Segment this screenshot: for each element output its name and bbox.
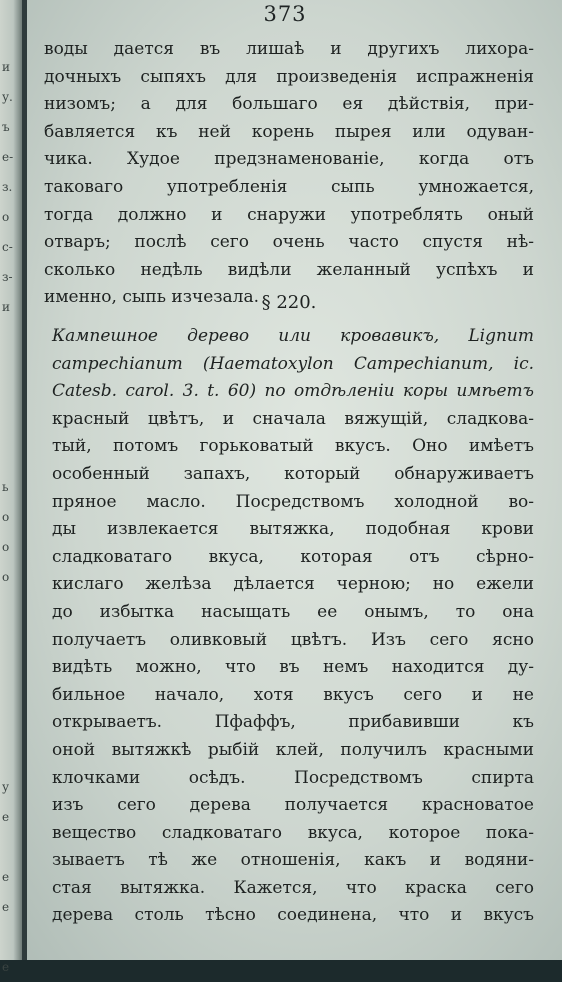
text-line: клочками осѣдъ. Посредствомъ спирта (52, 767, 534, 788)
text-line: пряное масло. Посредствомъ холодной во- (52, 491, 534, 512)
margin-fragment (2, 682, 20, 712)
margin-fragment (2, 442, 20, 472)
section-heading: § 220. (261, 292, 317, 313)
paragraph-2 (52, 323, 534, 930)
text-line: бавляется къ ней корень пырея или одуван- (44, 121, 534, 142)
margin-fragment: е- (2, 150, 14, 164)
text-line: до избытка насыщать ее онымъ, то она (52, 601, 534, 622)
page-number: 373 (263, 2, 307, 26)
margin-fragment (2, 352, 20, 382)
margin-fragment: у (2, 780, 10, 794)
margin-fragment: с- (2, 240, 13, 254)
margin-fragment (2, 622, 20, 652)
margin-fragment (2, 712, 20, 742)
text-line: вещество сладковатаго вкуса, которое пока- (52, 822, 534, 843)
margin-fragment (2, 742, 20, 772)
margin-fragment: е (2, 810, 10, 824)
text-line: тогда должно и снаружи употреблять оный (44, 204, 534, 225)
text-line: отваръ; послѣ сего очень часто спустя нѣ- (44, 232, 534, 253)
margin-fragment: е (2, 960, 10, 974)
text-line: низомъ; а для большаго ея дѣйствія, при- (44, 94, 534, 115)
margin-fragment: з- (2, 270, 13, 284)
text-line: сколько недѣль видѣли желанный успѣхъ и (44, 259, 534, 280)
margin-fragment: о (2, 540, 10, 554)
text-line: тый, потомъ горьковатый вкусъ. Оно имѣетъ (52, 436, 534, 457)
text-line: таковаго употребленія сыпь умножается, (44, 176, 534, 197)
text-line: открываетъ. Пфаффъ, прибавивши къ (52, 712, 534, 733)
text-line: видѣть можно, что въ немъ находится ду- (52, 657, 534, 678)
text-line: дерева столь тѣсно соединена, что и вкусъ (52, 905, 534, 926)
text-line: получаетъ оливковый цвѣтъ. Изъ сего ясно (52, 629, 534, 650)
margin-fragment: у. (2, 90, 13, 104)
text-line: Кампешное дерево или кровавикъ, Lignum (52, 326, 534, 346)
margin-fragment: е (2, 870, 10, 884)
text-line: особенный запахъ, который обнаруживаетъ (52, 463, 534, 484)
text-line: оной вытяжкѣ рыбій клей, получилъ красными (52, 739, 534, 760)
margin-fragment: и (2, 60, 10, 74)
margin-fragment (2, 412, 20, 442)
text-line: стая вытяжка. Кажется, что краска сего (52, 877, 534, 898)
margin-fragment (2, 652, 20, 682)
text-line: campechianum (Haematoxylon Campechianum, ic. (52, 353, 534, 374)
text-line: бильное начало, хотя вкусъ сего и не (52, 684, 534, 705)
margin-fragment: о (2, 570, 10, 584)
text-line: дочныхъ сыпяхъ для произведенія испражненія (44, 66, 534, 87)
margin-fragment: ъ (2, 120, 10, 134)
facing-page-margin-text (2, 52, 20, 982)
text-line: кислаго желѣза дѣлается черною; но ежели (52, 574, 534, 595)
margin-fragment: о (2, 510, 10, 524)
margin-fragment: о (2, 210, 10, 224)
text-line: красный цвѣтъ, и сначала вяжущій, сладкова- (52, 408, 534, 429)
margin-fragment (2, 832, 20, 862)
margin-fragment (2, 592, 20, 622)
margin-fragment (2, 382, 20, 412)
text-line: изъ сего дерева получается красноватое (52, 795, 534, 816)
margin-fragment (2, 922, 20, 952)
text-line: зываетъ тѣ же отношенія, какъ и водяни- (52, 850, 534, 871)
margin-fragment: ь (2, 480, 9, 494)
text-line: Catesb. carol. 3. t. 60) по отдѣленіи коры имѣетъ (52, 381, 534, 402)
margin-fragment: и (2, 300, 10, 314)
text-line: чика. Худое предзнаменованіе, когда отъ (44, 149, 534, 170)
margin-fragment: е (2, 900, 10, 914)
text-line: ды извлекается вытяжка, подобная крови (52, 519, 534, 540)
text-line: воды дается въ лишаѣ и другихъ лихора- (44, 39, 534, 59)
text-line: сладковатаго вкуса, которая отъ сѣрно- (52, 546, 534, 567)
margin-fragment (2, 322, 20, 352)
text-line: именно, сыпь изчезала. (44, 287, 260, 308)
page-gutter (22, 0, 27, 960)
margin-fragment: з. (2, 180, 13, 194)
paragraph-1 (44, 36, 534, 312)
